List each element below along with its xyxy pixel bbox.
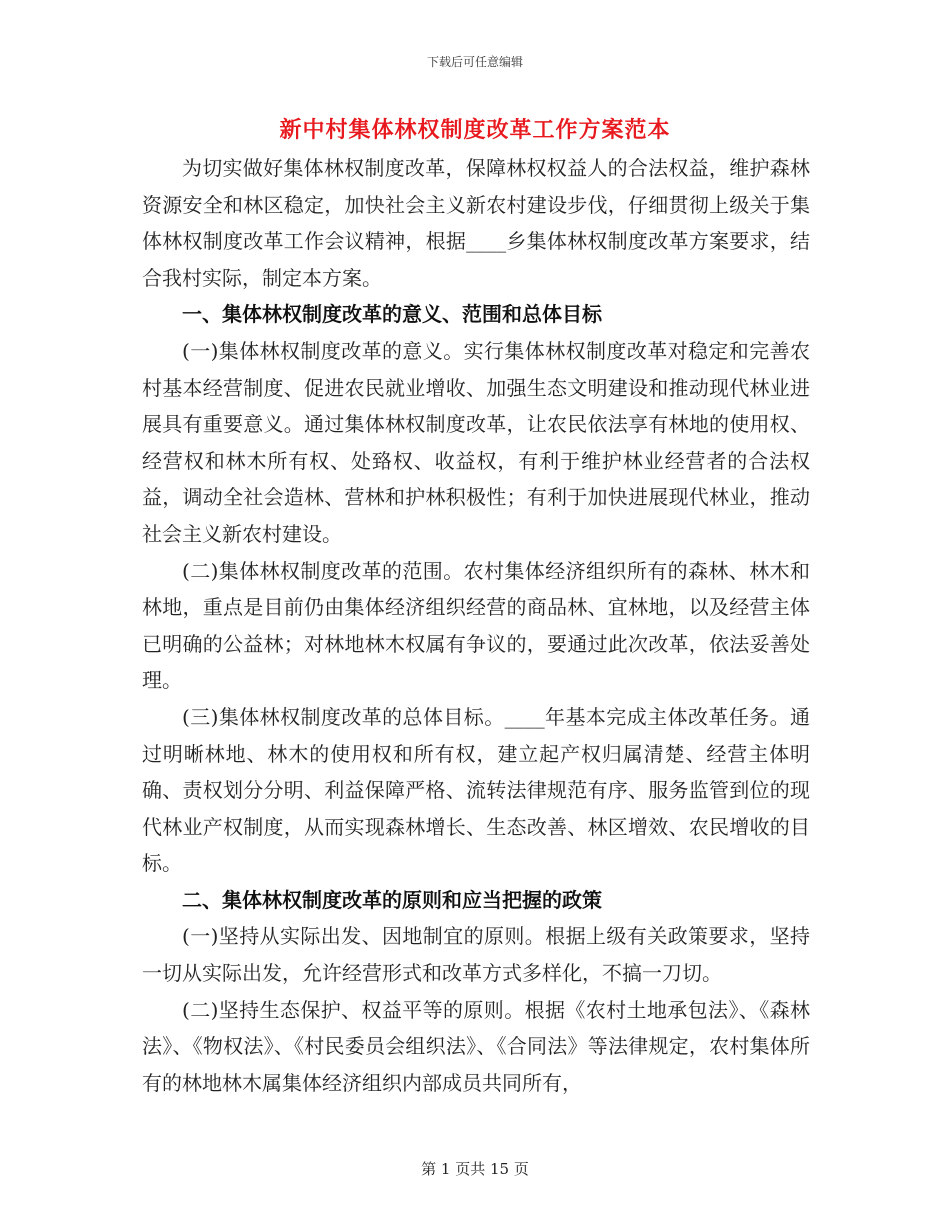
section-1-paragraph-3: (三)集体林权制度改革的总体目标。____年基本完成主体改革任务。通过明晰林地、林木的使用权和所有权，建立起产权归属清楚、经营主体明确、责权划分分明、利益保障严格、流转法律规范有序、服务监管到位的现代林业产权制度，从而实现森林增长、生态改善、林区增效、农民增收的目标。 [142, 704, 810, 876]
section-2-heading: 二、集体林权制度改革的原则和应当把握的政策 [182, 887, 602, 912]
section-1-paragraph-2: (二)集体林权制度改革的范围。农村集体经济组织所有的森林、林木和林地，重点是目前仍由集体经济组织经营的商品林、宜林地，以及经营主体已明确的公益林；对林地林木权属有争议的，要通过此次改革，依法妥善处理。 [142, 558, 810, 693]
page-number-footer: 第 1 页共 15 页 [421, 1160, 529, 1178]
section-2-paragraph-2: (二)坚持生态保护、权益平等的原则。根据《农村土地承包法》、《森林法》、《物权法》、《村民委员会组织法》、《合同法》等法律规定，农村集体所有的林地林木属集体经济组织内部成员共同所有， [142, 997, 810, 1095]
intro-paragraph: 为切实做好集体林权制度改革，保障林权权益人的合法权益，维护森林资源安全和林区稳定，加快社会主义新农村建设步伐，仔细贯彻上级关于集体林权制度改革工作会议精神，根据____乡集体林权制度改革方案要求，结合我村实际，制定本方案。 [142, 156, 810, 290]
document-body [142, 150, 810, 1101]
section-1-paragraph-1: (一)集体林权制度改革的意义。实行集体林权制度改革对稳定和完善农村基本经营制度、促进农民就业增收、加强生态文明建设和推动现代林业进展具有重要意义。通过集体林权制度改革，让农民依法享有林地的使用权、经营权和林木所有权、处臵权、收益权，有利于维护林业经营者的合法权益，调动全社会造林、营林和护林积极性；有利于加快进展现代林业，推动社会主义新农村建设。 [142, 338, 810, 546]
section-1-heading: 一、集体林权制度改革的意义、范围和总体目标 [182, 302, 602, 327]
section-2-paragraph-1: (一)坚持从实际出发、因地制宜的原则。根据上级有关政策要求，坚持一切从实际出发，允许经营形式和改革方式多样化，不搞一刀切。 [142, 924, 810, 986]
document-title: 新中村集体林权制度改革工作方案范本 [279, 117, 671, 143]
page-header-note: 下载后可任意编辑 [426, 55, 523, 69]
